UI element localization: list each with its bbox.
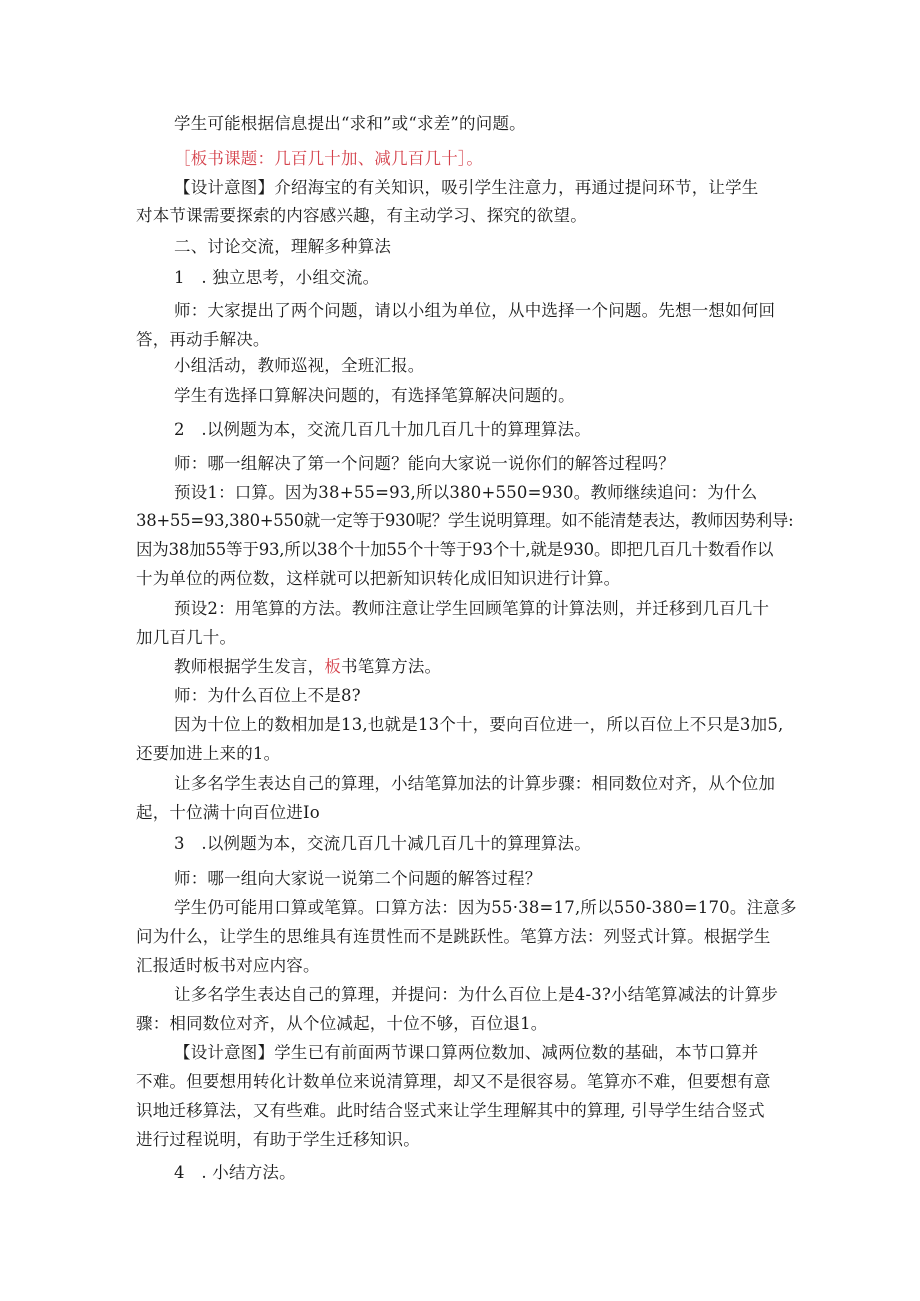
- paragraph-line: 还要加进上来的1。: [136, 744, 281, 763]
- subsection-heading: 3 .以例题为本，交流几百几十减几百几十的算理算法。: [174, 834, 591, 853]
- paragraph-line: 学生可能根据信息提出“求和”或“求差”的问题。: [174, 114, 526, 133]
- paragraph-line: 汇报适时板书对应内容。: [136, 956, 320, 975]
- paragraph-line: 学生有选择口算解决问题的，有选择笔算解决问题的。: [174, 386, 575, 405]
- paragraph-line: 起，十位满十向百位进Io: [136, 803, 320, 822]
- subsection-heading: 1 . 独立思考，小组交流。: [174, 268, 380, 287]
- paragraph-line: 师：哪一组解决了第一个问题？能向大家说一说你们的解答过程吗？: [174, 454, 675, 473]
- paragraph-line: 师：哪一组向大家说一说第二个问题的解答过程？: [174, 869, 542, 888]
- design-intent-heading-line: 【设计意图】学生已有前面两节课口算两位数加、减两位数的基础，本节口算并: [174, 1043, 759, 1062]
- paragraph-line: 加几百几十。: [136, 628, 237, 647]
- paragraph-line: 学生仍可能用口算或笔算。口算方法：因为55·38=17,所以550-380=170。注意多: [174, 898, 797, 917]
- paragraph-line: 小组活动，教师巡视，全班汇报。: [174, 356, 425, 375]
- subsection-heading: 4 . 小结方法。: [174, 1163, 296, 1182]
- paragraph-line: 让多名学生表达自己的算理，小结笔算加法的计算步骤：相同数位对齐，从个位加: [174, 774, 776, 793]
- paragraph-line: 因为38加55等于93,所以38个十加55个十等于93个十,就是930。即把几百几十数看作以: [136, 540, 774, 559]
- paragraph-line: 师：大家提出了两个问题，请以小组为单位，从中选择一个问题。先想一想如何回: [174, 301, 776, 320]
- paragraph-line: 让多名学生表达自己的算理，并提问：为什么百位上是4-3?小结笔算减法的计算步: [174, 985, 779, 1004]
- paragraph-line: 对本节课需要探索的内容感兴趣，有主动学习、探究的欲望。: [136, 206, 587, 225]
- section-heading: 二、讨论交流，理解多种算法: [174, 237, 392, 256]
- paragraph-line: 预设1：口算。因为38+55=93,所以380+550=930。教师继续追问：为什么: [174, 483, 758, 502]
- paragraph-line: 十为单位的两位数，这样就可以把新知识转化成旧知识进行计算。: [136, 569, 621, 588]
- text-run: 教师根据学生发言，: [174, 657, 325, 676]
- subsection-heading: 2 .以例题为本，交流几百几十加几百几十的算理算法。: [174, 420, 591, 439]
- blackboard-title-line: ［板书课题：几百几十加、减几百几十］。: [174, 149, 484, 168]
- paragraph-line: [174, 656, 441, 678]
- highlighted-text-run: 板: [324, 657, 342, 676]
- paragraph-line: 师：为什么百位上不是8?: [174, 686, 361, 705]
- paragraph-line: 进行过程说明，有助于学生迁移知识。: [136, 1130, 420, 1149]
- paragraph-line: 预设2：用笔算的方法。教师注意让学生回顾笔算的计算法则，并迁移到几百几十: [174, 599, 770, 618]
- design-intent-heading-line: 【设计意图】介绍海宝的有关知识，吸引学生注意力，再通过提问环节，让学生: [174, 178, 759, 197]
- paragraph-line: 识地迁移算法，又有些难。此时结合竖式来让学生理解其中的算理, 引导学生结合竖式: [136, 1101, 765, 1120]
- text-run: 书笔算方法。: [341, 657, 442, 676]
- paragraph-line: 答，再动手解决。: [136, 330, 270, 349]
- paragraph-line: 38+55=93,380+550就一定等于930呢？学生说明算理。如不能清楚表达，教师因势利导:: [136, 511, 794, 530]
- paragraph-line: 问为什么，让学生的思维具有连贯性而不是跳跃性。笔算方法：列竖式计算。根据学生: [136, 927, 771, 946]
- paragraph-line: 骤：相同数位对齐，从个位减起，十位不够，百位退1。: [136, 1014, 548, 1033]
- paragraph-line: 因为十位上的数相加是13,也就是13个十，要向百位进一，所以百位上不只是3加5,: [174, 715, 784, 734]
- paragraph-line: 不难。但要想用转化计数单位来说清算理，却又不是很容易。笔算亦不难，但要想有意: [136, 1072, 771, 1091]
